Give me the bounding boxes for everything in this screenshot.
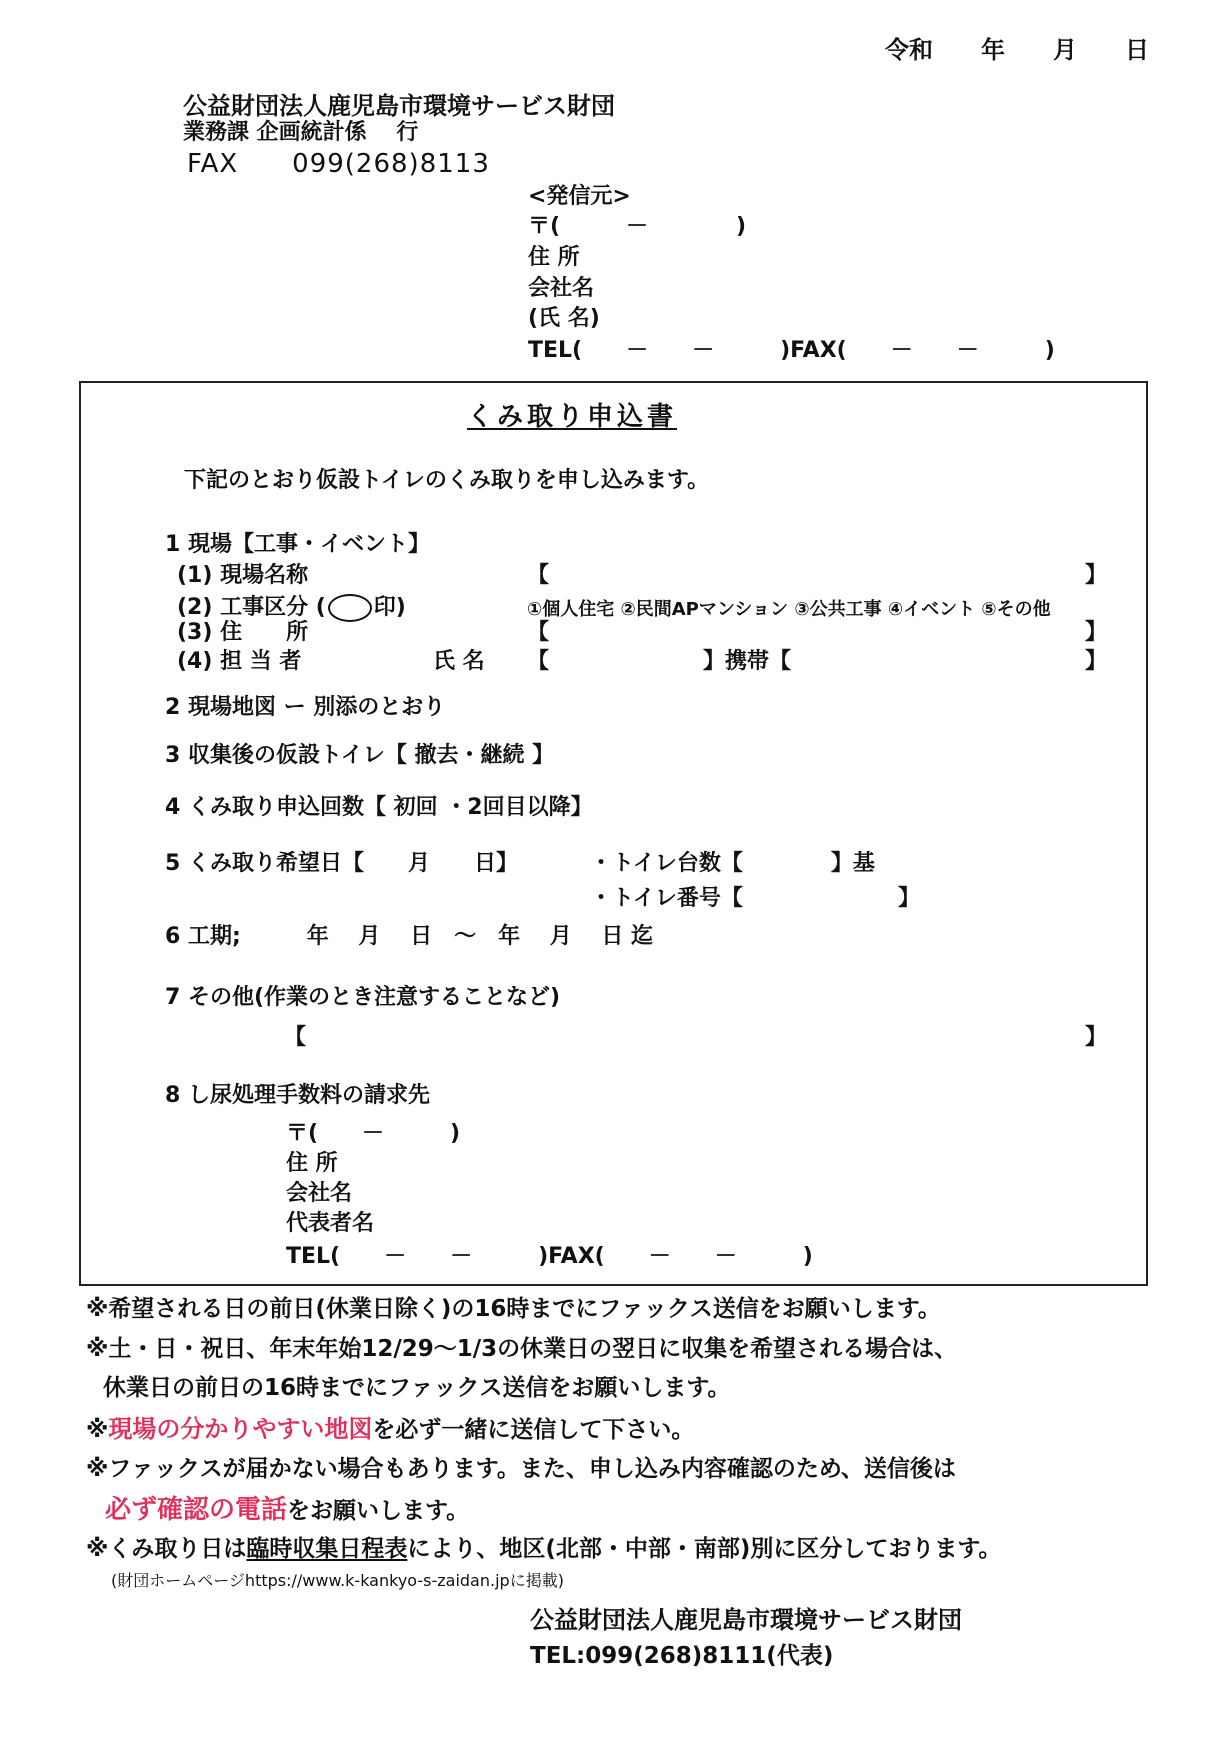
circle-icon	[328, 594, 372, 622]
note-schedule-a: ※くみ取り日は	[86, 1536, 247, 1562]
note-homepage: (財団ホームページhttps://www.k-kankyo-s-zaidan.jpに掲載)	[111, 1571, 564, 1590]
work-type-label	[177, 594, 406, 622]
date-line: 令和 年 月 日	[885, 36, 1149, 64]
item4-request-count: 4 くみ取り申込回数【 初回 ・2回目以降】	[165, 795, 593, 820]
note-holiday-cont: 休業日の前日の16時までにファックス送信をお願いします。	[103, 1375, 731, 1401]
site-name-bracket-open: 【	[527, 563, 550, 588]
note-map-red: 現場の分かりやすい地図	[108, 1415, 373, 1443]
contact-bracket-close: 】	[1085, 649, 1108, 674]
toilet-count: ・トイレ台数【 】基	[590, 851, 875, 876]
billing-address: 住 所	[286, 1151, 338, 1176]
item7-bracket-close: 】	[1085, 1025, 1108, 1050]
sender-postal: 〒( － )	[528, 214, 747, 239]
note-map	[86, 1417, 694, 1442]
item1-label: 1 現場【工事・イベント】	[165, 532, 430, 557]
recipient-dept: 業務課 企画統計係 行	[183, 120, 419, 145]
note-map-rest: を必ず一緒に送信して下さい。	[372, 1417, 695, 1443]
sender-company: 会社名	[528, 276, 595, 301]
work-type-label-text: (2) 工事区分 (	[177, 595, 326, 620]
note-deadline: ※希望される日の前日(休業日除く)の16時までにファックス送信をお願いします。	[86, 1296, 941, 1322]
footer-org: 公益財団法人鹿児島市環境サービス財団	[530, 1606, 962, 1634]
item3-toilet-after: 3 収集後の仮設トイレ【 撤去・継続 】	[165, 743, 555, 768]
billing-company: 会社名	[286, 1181, 353, 1206]
recipient-org: 公益財団法人鹿児島市環境サービス財団	[183, 92, 615, 120]
note-schedule	[86, 1538, 1002, 1561]
sender-telfax: TEL( － － )FAX( － － )	[528, 338, 1055, 363]
note-schedule-underline: 臨時収集日程表	[246, 1536, 408, 1562]
note-fax-confirm: ※ファックスが届かない場合もあります。また、申し込み内容確認のため、送信後は	[86, 1456, 956, 1482]
item8-billing-label: 8 し尿処理手数料の請求先	[165, 1083, 430, 1108]
work-type-label-suffix: 印)	[373, 595, 406, 620]
form-title: くみ取り申込書	[467, 402, 678, 432]
contact-name-and-mobile: 【 】携帯【	[527, 649, 792, 674]
item7-other-label: 7 その他(作業のとき注意することなど)	[165, 985, 561, 1010]
billing-telfax: TEL( － － )FAX( － － )	[286, 1244, 813, 1269]
application-form-frame	[79, 381, 1148, 1286]
item7-bracket-open: 【	[284, 1025, 307, 1050]
site-address-label: (3) 住 所	[177, 620, 309, 645]
sender-heading: <発信元>	[528, 184, 631, 209]
note-holiday: ※土・日・祝日、年末年始12/29～1/3の休業日の翌日に収集を希望される場合は、	[86, 1336, 958, 1362]
note-phone-red: 必ず確認の電話	[105, 1495, 288, 1525]
toilet-number: ・トイレ番号【	[590, 886, 743, 911]
footer-tel: TEL:099(268)8111(代表)	[530, 1643, 834, 1669]
sender-name: (氏 名)	[528, 306, 600, 331]
billing-postal: 〒( － )	[286, 1121, 461, 1146]
item2-site-map: 2 現場地図 ー 別添のとおり	[165, 695, 446, 720]
site-address-bracket-open: 【	[527, 620, 550, 645]
item5-desired-date: 5 くみ取り希望日【 月 日】	[165, 851, 518, 876]
item6-work-period: 6 工期; 年 月 日 ～ 年 月 日 迄	[165, 924, 654, 949]
work-type-options: ①個人住宅 ②民間APマンション ③公共工事 ④イベント ⑤その他	[527, 599, 1051, 620]
note-phone-rest: をお願いします。	[287, 1498, 470, 1524]
toilet-number-bracket-close: 】	[898, 886, 921, 911]
note-map-mark: ※	[86, 1417, 109, 1443]
contact-name-label: 氏 名	[433, 649, 485, 674]
form-intro: 下記のとおり仮設トイレのくみ取りを申し込みます。	[184, 468, 710, 493]
sender-address: 住 所	[528, 245, 580, 270]
site-name-bracket-close: 】	[1085, 563, 1108, 588]
site-address-bracket-close: 】	[1085, 620, 1108, 645]
note-schedule-b: により、地区(北部・中部・南部)別に区分しております。	[407, 1536, 1002, 1562]
recipient-fax: FAX 099(268)8113	[187, 149, 490, 179]
site-name-label: (1) 現場名称	[177, 563, 309, 588]
contact-person-label: (4) 担 当 者	[177, 649, 302, 674]
note-phone-confirm	[105, 1497, 469, 1523]
billing-representative: 代表者名	[286, 1211, 375, 1236]
